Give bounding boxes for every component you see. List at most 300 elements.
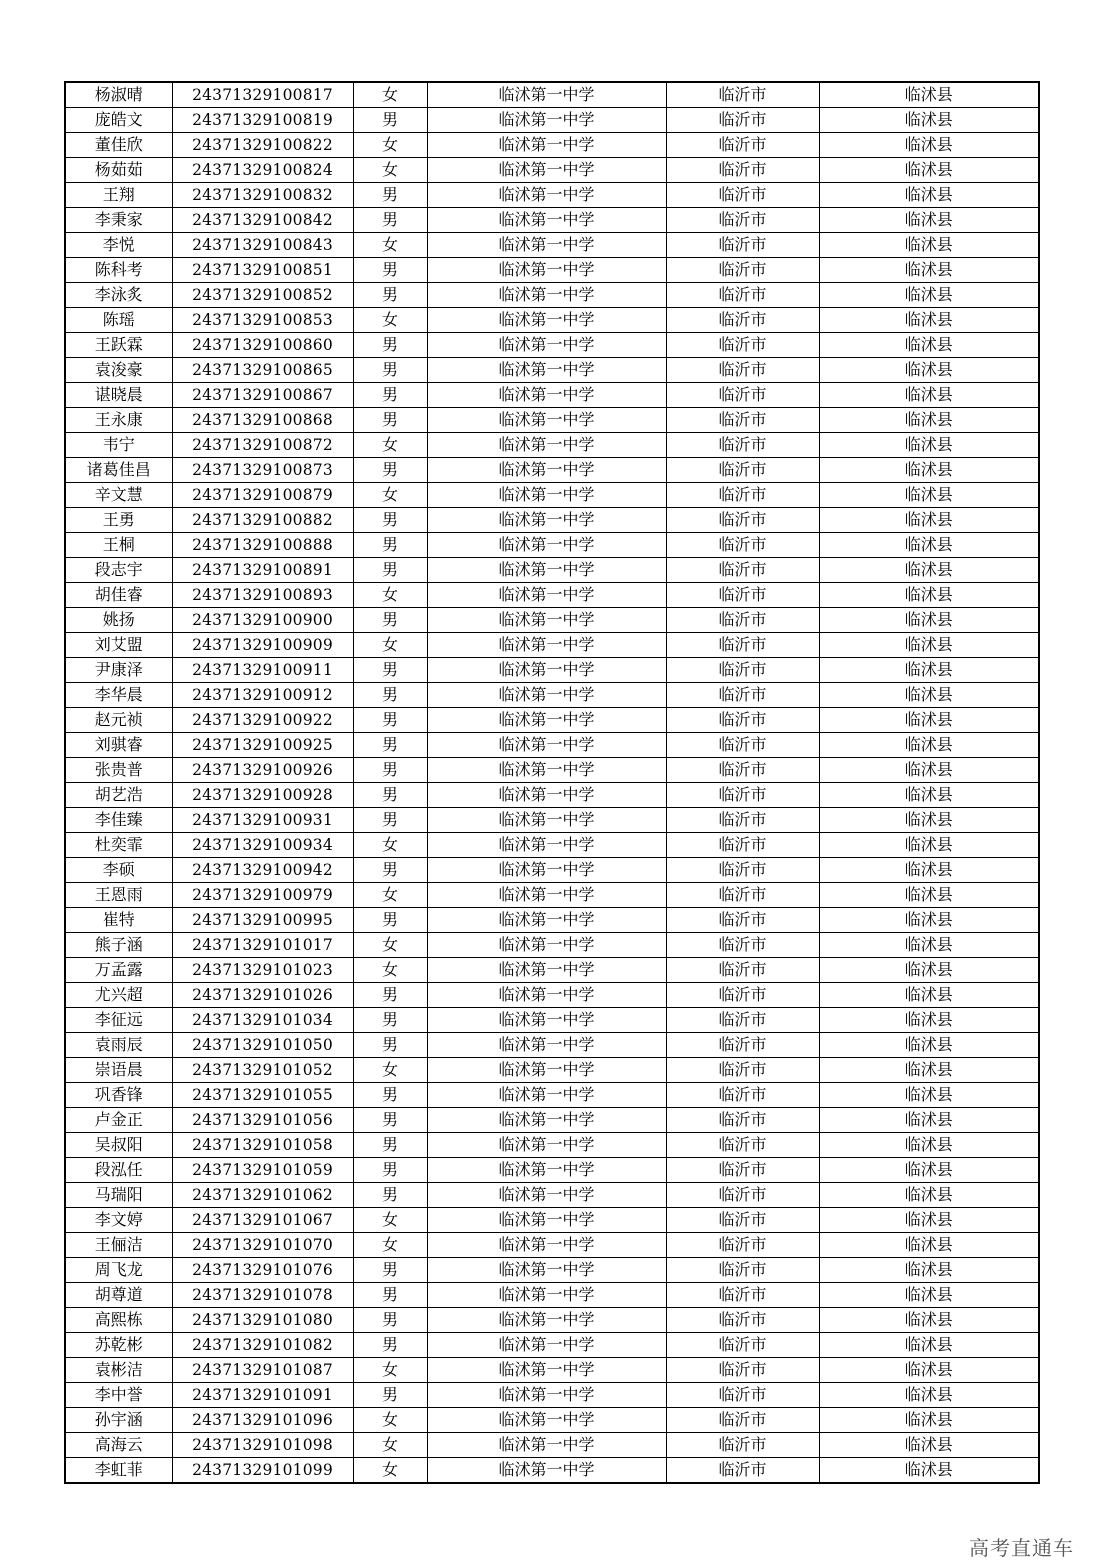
city-cell: 临沂市: [666, 908, 819, 933]
gender-cell: 男: [353, 208, 427, 233]
gender-cell: 男: [353, 1383, 427, 1408]
county-cell: 临沭县: [819, 1233, 1039, 1258]
county-cell: 临沭县: [819, 558, 1039, 583]
exam-id-cell: 24371329101050: [172, 1033, 353, 1058]
school-cell: 临沭第一中学: [427, 1308, 666, 1333]
school-cell: 临沭第一中学: [427, 1083, 666, 1108]
exam-id-cell: 24371329101052: [172, 1058, 353, 1083]
exam-id-cell: 24371329100872: [172, 433, 353, 458]
name-cell: 董佳欣: [65, 133, 172, 158]
county-cell: 临沭县: [819, 1108, 1039, 1133]
table-row: [65, 208, 1039, 233]
school-cell: 临沭第一中学: [427, 958, 666, 983]
gender-cell: 男: [353, 1258, 427, 1283]
name-cell: 王跃霖: [65, 333, 172, 358]
city-cell: 临沂市: [666, 583, 819, 608]
school-cell: 临沭第一中学: [427, 458, 666, 483]
table-row: [65, 508, 1039, 533]
name-cell: 袁浚豪: [65, 358, 172, 383]
name-cell: 尤兴超: [65, 983, 172, 1008]
city-cell: 临沂市: [666, 1433, 819, 1458]
city-cell: 临沂市: [666, 183, 819, 208]
table-row: [65, 1283, 1039, 1308]
exam-id-cell: 24371329100888: [172, 533, 353, 558]
gender-cell: 女: [353, 82, 427, 108]
table-row: [65, 958, 1039, 983]
exam-id-cell: 24371329100900: [172, 608, 353, 633]
school-cell: 临沭第一中学: [427, 233, 666, 258]
gender-cell: 男: [353, 508, 427, 533]
city-cell: 临沂市: [666, 233, 819, 258]
school-cell: 临沭第一中学: [427, 783, 666, 808]
table-row: [65, 1383, 1039, 1408]
table-row: [65, 808, 1039, 833]
gender-cell: 女: [353, 833, 427, 858]
county-cell: 临沭县: [819, 1033, 1039, 1058]
county-cell: 临沭县: [819, 933, 1039, 958]
table-row: [65, 1208, 1039, 1233]
county-cell: 临沭县: [819, 408, 1039, 433]
gender-cell: 男: [353, 783, 427, 808]
county-cell: 临沭县: [819, 82, 1039, 108]
table-row: [65, 1258, 1039, 1283]
county-cell: 临沭县: [819, 508, 1039, 533]
county-cell: 临沭县: [819, 208, 1039, 233]
exam-id-cell: 24371329100868: [172, 408, 353, 433]
school-cell: 临沭第一中学: [427, 1008, 666, 1033]
name-cell: 崔特: [65, 908, 172, 933]
name-cell: 高熙栋: [65, 1308, 172, 1333]
exam-id-cell: 24371329100819: [172, 108, 353, 133]
name-cell: 王翔: [65, 183, 172, 208]
table-row: [65, 308, 1039, 333]
table-row: [65, 908, 1039, 933]
school-cell: 临沭第一中学: [427, 383, 666, 408]
city-cell: 临沂市: [666, 208, 819, 233]
gender-cell: 男: [353, 858, 427, 883]
city-cell: 临沂市: [666, 1183, 819, 1208]
city-cell: 临沂市: [666, 1233, 819, 1258]
table-row: [65, 1358, 1039, 1383]
school-cell: 临沭第一中学: [427, 1258, 666, 1283]
exam-id-cell: 24371329100909: [172, 633, 353, 658]
city-cell: 临沂市: [666, 158, 819, 183]
exam-id-cell: 24371329100893: [172, 583, 353, 608]
city-cell: 临沂市: [666, 1458, 819, 1484]
school-cell: 临沭第一中学: [427, 908, 666, 933]
exam-id-cell: 24371329100843: [172, 233, 353, 258]
gender-cell: 男: [353, 458, 427, 483]
school-cell: 临沭第一中学: [427, 558, 666, 583]
name-cell: 韦宁: [65, 433, 172, 458]
name-cell: 胡尊道: [65, 1283, 172, 1308]
city-cell: 临沂市: [666, 1408, 819, 1433]
school-cell: 临沭第一中学: [427, 82, 666, 108]
city-cell: 临沂市: [666, 958, 819, 983]
school-cell: 临沭第一中学: [427, 1433, 666, 1458]
county-cell: 临沭县: [819, 308, 1039, 333]
gender-cell: 女: [353, 483, 427, 508]
city-cell: 临沂市: [666, 633, 819, 658]
county-cell: 临沭县: [819, 1458, 1039, 1484]
gender-cell: 女: [353, 1058, 427, 1083]
school-cell: 临沭第一中学: [427, 933, 666, 958]
county-cell: 临沭县: [819, 1133, 1039, 1158]
table-row: [65, 558, 1039, 583]
county-cell: 临沭县: [819, 1383, 1039, 1408]
county-cell: 临沭县: [819, 158, 1039, 183]
county-cell: 临沭县: [819, 1333, 1039, 1358]
school-cell: 临沭第一中学: [427, 1208, 666, 1233]
table-row: [65, 733, 1039, 758]
watermark-text: 高考直通车: [969, 1536, 1074, 1560]
exam-id-cell: 24371329101056: [172, 1108, 353, 1133]
table-row: [65, 608, 1039, 633]
exam-id-cell: 24371329101017: [172, 933, 353, 958]
exam-id-cell: 24371329100942: [172, 858, 353, 883]
school-cell: 临沭第一中学: [427, 633, 666, 658]
table-row: [65, 708, 1039, 733]
county-cell: 临沭县: [819, 1058, 1039, 1083]
county-cell: 临沭县: [819, 483, 1039, 508]
school-cell: 临沭第一中学: [427, 1283, 666, 1308]
table-row: [65, 1033, 1039, 1058]
gender-cell: 男: [353, 1108, 427, 1133]
county-cell: 临沭县: [819, 1008, 1039, 1033]
city-cell: 临沂市: [666, 333, 819, 358]
exam-id-cell: 24371329100979: [172, 883, 353, 908]
exam-id-cell: 24371329100842: [172, 208, 353, 233]
city-cell: 临沂市: [666, 733, 819, 758]
school-cell: 临沭第一中学: [427, 1233, 666, 1258]
table-row: [65, 1333, 1039, 1358]
county-cell: 临沭县: [819, 658, 1039, 683]
exam-id-cell: 24371329100852: [172, 283, 353, 308]
table-row: [65, 883, 1039, 908]
school-cell: 临沭第一中学: [427, 508, 666, 533]
name-cell: 赵元祯: [65, 708, 172, 733]
city-cell: 临沂市: [666, 808, 819, 833]
exam-id-cell: 24371329100928: [172, 783, 353, 808]
school-cell: 临沭第一中学: [427, 158, 666, 183]
gender-cell: 男: [353, 333, 427, 358]
exam-id-cell: 24371329101034: [172, 1008, 353, 1033]
county-cell: 临沭县: [819, 383, 1039, 408]
school-cell: 临沭第一中学: [427, 1383, 666, 1408]
county-cell: 临沭县: [819, 1158, 1039, 1183]
city-cell: 临沂市: [666, 483, 819, 508]
name-cell: 谌晓晨: [65, 383, 172, 408]
exam-id-cell: 24371329100817: [172, 82, 353, 108]
city-cell: 临沂市: [666, 1083, 819, 1108]
name-cell: 张贵普: [65, 758, 172, 783]
county-cell: 临沭县: [819, 958, 1039, 983]
exam-id-cell: 24371329100832: [172, 183, 353, 208]
school-cell: 临沭第一中学: [427, 733, 666, 758]
school-cell: 临沭第一中学: [427, 708, 666, 733]
gender-cell: 女: [353, 1208, 427, 1233]
exam-id-cell: 24371329100995: [172, 908, 353, 933]
table-row: [65, 108, 1039, 133]
table-row: [65, 133, 1039, 158]
city-cell: 临沂市: [666, 1133, 819, 1158]
name-cell: 尹康泽: [65, 658, 172, 683]
school-cell: 临沭第一中学: [427, 758, 666, 783]
school-cell: 临沭第一中学: [427, 133, 666, 158]
gender-cell: 女: [353, 1408, 427, 1433]
city-cell: 临沂市: [666, 558, 819, 583]
city-cell: 临沂市: [666, 508, 819, 533]
exam-id-cell: 24371329101023: [172, 958, 353, 983]
city-cell: 临沂市: [666, 133, 819, 158]
county-cell: 临沭县: [819, 583, 1039, 608]
city-cell: 临沂市: [666, 408, 819, 433]
city-cell: 临沂市: [666, 1058, 819, 1083]
name-cell: 李文婷: [65, 1208, 172, 1233]
city-cell: 临沂市: [666, 1283, 819, 1308]
table-row: [65, 1158, 1039, 1183]
county-cell: 临沭县: [819, 733, 1039, 758]
name-cell: 王永康: [65, 408, 172, 433]
gender-cell: 女: [353, 133, 427, 158]
city-cell: 临沂市: [666, 433, 819, 458]
school-cell: 临沭第一中学: [427, 183, 666, 208]
table-row: [65, 683, 1039, 708]
exam-id-cell: 24371329100891: [172, 558, 353, 583]
city-cell: 临沂市: [666, 833, 819, 858]
table-row: [65, 433, 1039, 458]
name-cell: 王桐: [65, 533, 172, 558]
city-cell: 临沂市: [666, 308, 819, 333]
city-cell: 临沂市: [666, 1358, 819, 1383]
gender-cell: 男: [353, 1283, 427, 1308]
county-cell: 临沭县: [819, 833, 1039, 858]
table-row: [65, 233, 1039, 258]
county-cell: 临沭县: [819, 783, 1039, 808]
school-cell: 临沭第一中学: [427, 333, 666, 358]
city-cell: 临沂市: [666, 883, 819, 908]
school-cell: 临沭第一中学: [427, 1133, 666, 1158]
gender-cell: 男: [353, 733, 427, 758]
exam-id-cell: 24371329101080: [172, 1308, 353, 1333]
name-cell: 王俪洁: [65, 1233, 172, 1258]
table-row: [65, 783, 1039, 808]
name-cell: 杨淑晴: [65, 82, 172, 108]
gender-cell: 女: [353, 583, 427, 608]
county-cell: 临沭县: [819, 1083, 1039, 1108]
gender-cell: 女: [353, 883, 427, 908]
exam-id-cell: 24371329100822: [172, 133, 353, 158]
name-cell: 刘艾盟: [65, 633, 172, 658]
exam-id-cell: 24371329100912: [172, 683, 353, 708]
gender-cell: 男: [353, 283, 427, 308]
school-cell: 临沭第一中学: [427, 308, 666, 333]
gender-cell: 男: [353, 183, 427, 208]
school-cell: 临沭第一中学: [427, 683, 666, 708]
exam-id-cell: 24371329100911: [172, 658, 353, 683]
table-row: [65, 833, 1039, 858]
gender-cell: 女: [353, 1433, 427, 1458]
school-cell: 临沭第一中学: [427, 1408, 666, 1433]
name-cell: 刘骐睿: [65, 733, 172, 758]
exam-id-cell: 24371329100925: [172, 733, 353, 758]
school-cell: 临沭第一中学: [427, 283, 666, 308]
name-cell: 卢金正: [65, 1108, 172, 1133]
school-cell: 临沭第一中学: [427, 983, 666, 1008]
county-cell: 临沭县: [819, 333, 1039, 358]
exam-id-cell: 24371329101078: [172, 1283, 353, 1308]
gender-cell: 男: [353, 983, 427, 1008]
name-cell: 胡佳睿: [65, 583, 172, 608]
city-cell: 临沂市: [666, 1383, 819, 1408]
name-cell: 姚扬: [65, 608, 172, 633]
name-cell: 陈科考: [65, 258, 172, 283]
gender-cell: 男: [353, 383, 427, 408]
gender-cell: 女: [353, 1233, 427, 1258]
table-row: [65, 358, 1039, 383]
city-cell: 临沂市: [666, 658, 819, 683]
school-cell: 临沭第一中学: [427, 1333, 666, 1358]
city-cell: 临沂市: [666, 1208, 819, 1233]
table-row: [65, 408, 1039, 433]
table-row: [65, 458, 1039, 483]
table-row: [65, 1408, 1039, 1433]
table-row: [65, 658, 1039, 683]
name-cell: 段泓任: [65, 1158, 172, 1183]
exam-id-cell: 24371329100865: [172, 358, 353, 383]
city-cell: 临沂市: [666, 1308, 819, 1333]
table-row: [65, 758, 1039, 783]
name-cell: 李佳臻: [65, 808, 172, 833]
gender-cell: 男: [353, 533, 427, 558]
county-cell: 临沭县: [819, 108, 1039, 133]
table-row: [65, 258, 1039, 283]
exam-id-cell: 24371329100931: [172, 808, 353, 833]
name-cell: 李泳炙: [65, 283, 172, 308]
table-row: [65, 183, 1039, 208]
county-cell: 临沭县: [819, 608, 1039, 633]
school-cell: 临沭第一中学: [427, 108, 666, 133]
school-cell: 临沭第一中学: [427, 533, 666, 558]
exam-id-cell: 24371329100824: [172, 158, 353, 183]
name-cell: 高海云: [65, 1433, 172, 1458]
city-cell: 临沂市: [666, 82, 819, 108]
city-cell: 临沂市: [666, 383, 819, 408]
county-cell: 临沭县: [819, 633, 1039, 658]
county-cell: 临沭县: [819, 908, 1039, 933]
name-cell: 袁彬洁: [65, 1358, 172, 1383]
school-cell: 临沭第一中学: [427, 433, 666, 458]
county-cell: 临沭县: [819, 1358, 1039, 1383]
roster-body: [65, 82, 1039, 1483]
student-roster-table: [64, 81, 1040, 1484]
school-cell: 临沭第一中学: [427, 258, 666, 283]
name-cell: 杨茹茹: [65, 158, 172, 183]
school-cell: 临沭第一中学: [427, 608, 666, 633]
school-cell: 临沭第一中学: [427, 358, 666, 383]
gender-cell: 女: [353, 158, 427, 183]
name-cell: 李秉家: [65, 208, 172, 233]
name-cell: 王勇: [65, 508, 172, 533]
city-cell: 临沂市: [666, 933, 819, 958]
city-cell: 临沂市: [666, 1158, 819, 1183]
name-cell: 孙宇涵: [65, 1408, 172, 1433]
gender-cell: 男: [353, 683, 427, 708]
exam-id-cell: 24371329101099: [172, 1458, 353, 1484]
gender-cell: 女: [353, 1358, 427, 1383]
name-cell: 巩香锋: [65, 1083, 172, 1108]
table-row: [65, 1058, 1039, 1083]
table-row: [65, 1183, 1039, 1208]
city-cell: 临沂市: [666, 1258, 819, 1283]
county-cell: 临沭县: [819, 258, 1039, 283]
gender-cell: 男: [353, 258, 427, 283]
gender-cell: 男: [353, 758, 427, 783]
exam-id-cell: 24371329101070: [172, 1233, 353, 1258]
gender-cell: 男: [353, 1183, 427, 1208]
gender-cell: 男: [353, 608, 427, 633]
school-cell: 临沭第一中学: [427, 1458, 666, 1484]
gender-cell: 男: [353, 108, 427, 133]
county-cell: 临沭县: [819, 1408, 1039, 1433]
county-cell: 临沭县: [819, 1308, 1039, 1333]
gender-cell: 女: [353, 1458, 427, 1484]
exam-id-cell: 24371329101087: [172, 1358, 353, 1383]
exam-id-cell: 24371329101076: [172, 1258, 353, 1283]
school-cell: 临沭第一中学: [427, 483, 666, 508]
gender-cell: 男: [353, 1308, 427, 1333]
gender-cell: 女: [353, 308, 427, 333]
school-cell: 临沭第一中学: [427, 408, 666, 433]
name-cell: 周飞龙: [65, 1258, 172, 1283]
county-cell: 临沭县: [819, 883, 1039, 908]
county-cell: 临沭县: [819, 1258, 1039, 1283]
school-cell: 临沭第一中学: [427, 808, 666, 833]
gender-cell: 男: [353, 658, 427, 683]
school-cell: 临沭第一中学: [427, 858, 666, 883]
school-cell: 临沭第一中学: [427, 1158, 666, 1183]
county-cell: 临沭县: [819, 808, 1039, 833]
county-cell: 临沭县: [819, 233, 1039, 258]
exam-id-cell: 24371329101067: [172, 1208, 353, 1233]
county-cell: 临沭县: [819, 433, 1039, 458]
exam-id-cell: 24371329101058: [172, 1133, 353, 1158]
name-cell: 袁雨辰: [65, 1033, 172, 1058]
table-row: [65, 1233, 1039, 1258]
gender-cell: 男: [353, 708, 427, 733]
exam-id-cell: 24371329101055: [172, 1083, 353, 1108]
county-cell: 临沭县: [819, 1433, 1039, 1458]
table-row: [65, 1133, 1039, 1158]
name-cell: 庞皓文: [65, 108, 172, 133]
gender-cell: 女: [353, 433, 427, 458]
name-cell: 李征远: [65, 1008, 172, 1033]
exam-id-cell: 24371329100882: [172, 508, 353, 533]
county-cell: 临沭县: [819, 283, 1039, 308]
county-cell: 临沭县: [819, 758, 1039, 783]
city-cell: 临沂市: [666, 683, 819, 708]
name-cell: 苏乾彬: [65, 1333, 172, 1358]
gender-cell: 女: [353, 958, 427, 983]
exam-id-cell: 24371329101082: [172, 1333, 353, 1358]
exam-id-cell: 24371329101059: [172, 1158, 353, 1183]
city-cell: 临沂市: [666, 858, 819, 883]
city-cell: 临沂市: [666, 458, 819, 483]
school-cell: 临沭第一中学: [427, 583, 666, 608]
gender-cell: 女: [353, 233, 427, 258]
name-cell: 李悦: [65, 233, 172, 258]
exam-id-cell: 24371329101091: [172, 1383, 353, 1408]
